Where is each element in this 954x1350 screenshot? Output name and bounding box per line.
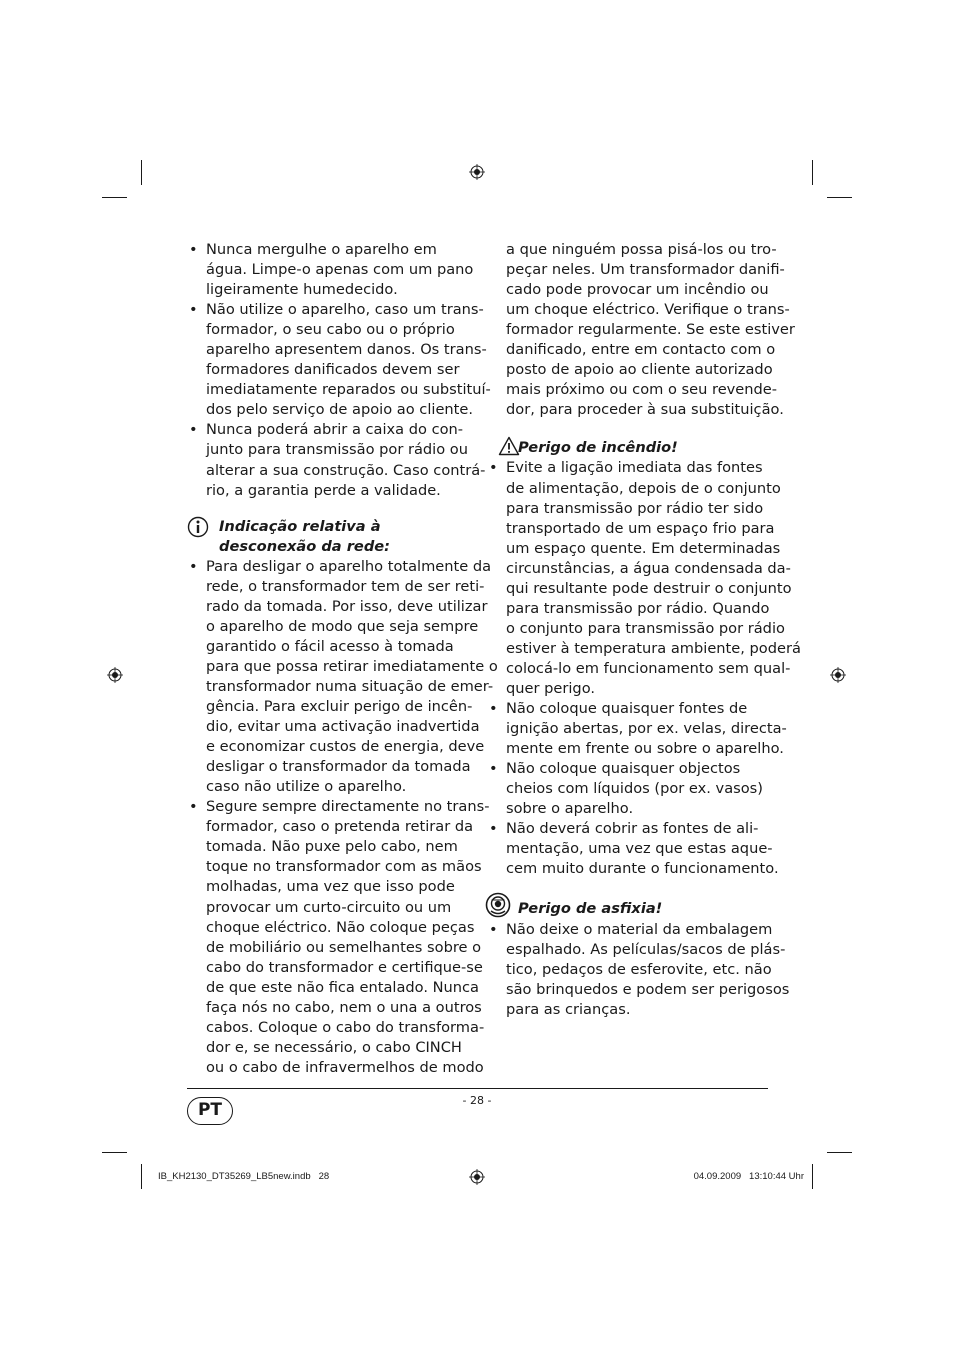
registration-mark-icon xyxy=(469,164,485,180)
crop-mark xyxy=(812,1164,813,1189)
print-timestamp: 04.09.2009 13:10:44 Uhr xyxy=(693,1171,804,1182)
list-item: • Nunca mergulhe o aparelho em água. Limpe-o apenas com um pano ligeiramente humedecido. xyxy=(187,240,479,300)
info-list xyxy=(187,557,498,1078)
footer-rule xyxy=(187,1088,768,1089)
page-number: - 28 - xyxy=(462,1094,492,1107)
crop-mark xyxy=(827,197,852,198)
crop-mark xyxy=(141,1164,142,1189)
warning-triangle-icon xyxy=(498,436,520,456)
language-badge: PT xyxy=(187,1097,233,1125)
crop-mark xyxy=(827,1152,852,1153)
registration-mark-icon xyxy=(830,667,846,683)
left-column xyxy=(187,240,498,1078)
list-item: • Não utilize o aparelho, caso um trans- formador, o seu cabo ou o próprio aparelho apresentem danos. Os trans- formadores danificados devem ser imediatamente reparados ou substituí- dos pelo serviço de apoio ao cliente. xyxy=(187,300,479,420)
info-icon xyxy=(187,516,209,538)
registration-mark-icon xyxy=(469,1169,485,1185)
info-heading: Indicação relativa à desconexão da rede: xyxy=(187,517,479,557)
right-column xyxy=(487,240,801,1020)
fire-hazard-list xyxy=(487,458,801,879)
crop-mark xyxy=(141,160,142,185)
list-item: • Não coloque quaisquer fontes de ignição abertas, por ex. velas, directa- mente em frente ou sobre o aparelho. xyxy=(487,699,777,759)
list-item: • Nunca poderá abrir a caixa do con- junto para transmissão por rádio ou alterar a sua construção. Caso contrá- rio, a garantia perde a validade. xyxy=(187,420,479,500)
crop-mark xyxy=(812,160,813,185)
asphyxia-hazard-heading: Perigo de asfixia! xyxy=(487,899,777,919)
fire-hazard-heading: Perigo de incêndio! xyxy=(487,438,777,458)
list-item: • Para desligar o aparelho totalmente da rede, o transformador tem de ser reti- rado da tomada. Por isso, deve utilizar o aparelho de modo que seja sempre garantido o fácil acesso à tomada para que possa retirar imediatamente o transformador numa situação de emer- gência. Para excluir perigo de incên- dio, evitar uma activação inadvertida e economizar custos de energia, deve desligar o transformador da tomada caso não utilize o aparelho. xyxy=(187,557,479,798)
child-suffocation-icon xyxy=(485,892,511,918)
crop-mark xyxy=(102,1152,127,1153)
list-item: • Não coloque quaisquer objectos cheios com líquidos (por ex. vasos) sobre o aparelho. xyxy=(487,759,777,819)
list-item: • Evite a ligação imediata das fontes de alimentação, depois de o conjunto para transmissão por rádio ter sido transportado de um espaço frio para um espaço quente. Em determinadas circunstâncias, a água condensada da- qui resultante pode destruir o conjunto para transmissão por rádio. Quando o conjunto para transmissão por rádio estiver à temperatura ambiente, poderá colocá-lo em funcionamento sem qual- quer perigo. xyxy=(487,458,777,699)
safety-list xyxy=(187,240,491,501)
registration-mark-icon xyxy=(107,667,123,683)
file-info: IB_KH2130_DT35269_LB5new.indb 28 xyxy=(158,1171,330,1182)
list-item: • Segure sempre directamente no trans- formador, caso o pretenda retirar da tomada. Não puxe pelo cabo, nem toque no transformador com as mãos molhadas, uma vez que isso pode provocar um curto-circuito ou um choque eléctrico. Não coloque peças de mobiliário ou semelhantes sobre o cabo do transformador e certifique-se de que este não fica entalado. Nunca faça nós no cabo, nem o una a outros cabos. Coloque o cabo do transforma- dor e, se necessário, o cabo CINCH ou o cabo de infravermelhos de modo xyxy=(187,797,479,1078)
list-item: • Não deixe o material da embalagem espalhado. As películas/sacos de plás- tico, pedaços de esferovite, etc. não são brinquedos e podem ser perigosos para as crianças. xyxy=(487,920,777,1020)
asphyxia-hazard-list xyxy=(487,920,790,1020)
crop-mark xyxy=(102,197,127,198)
list-item: • Não deverá cobrir as fontes de ali- mentação, uma vez que estas aque- cem muito durante o funcionamento. xyxy=(487,819,777,879)
continuation-paragraph: a que ninguém possa pisá-los ou tro- peçar neles. Um transformador danifi- cado pode provocar um incêndio ou um choque eléctrico. Verifique o trans- formador regularmente. Se este estiver danificado, entre em contacto com o posto de apoio ao cliente autorizado mais próximo ou com o seu revende- dor, para proceder à sua substituição. xyxy=(506,241,795,419)
